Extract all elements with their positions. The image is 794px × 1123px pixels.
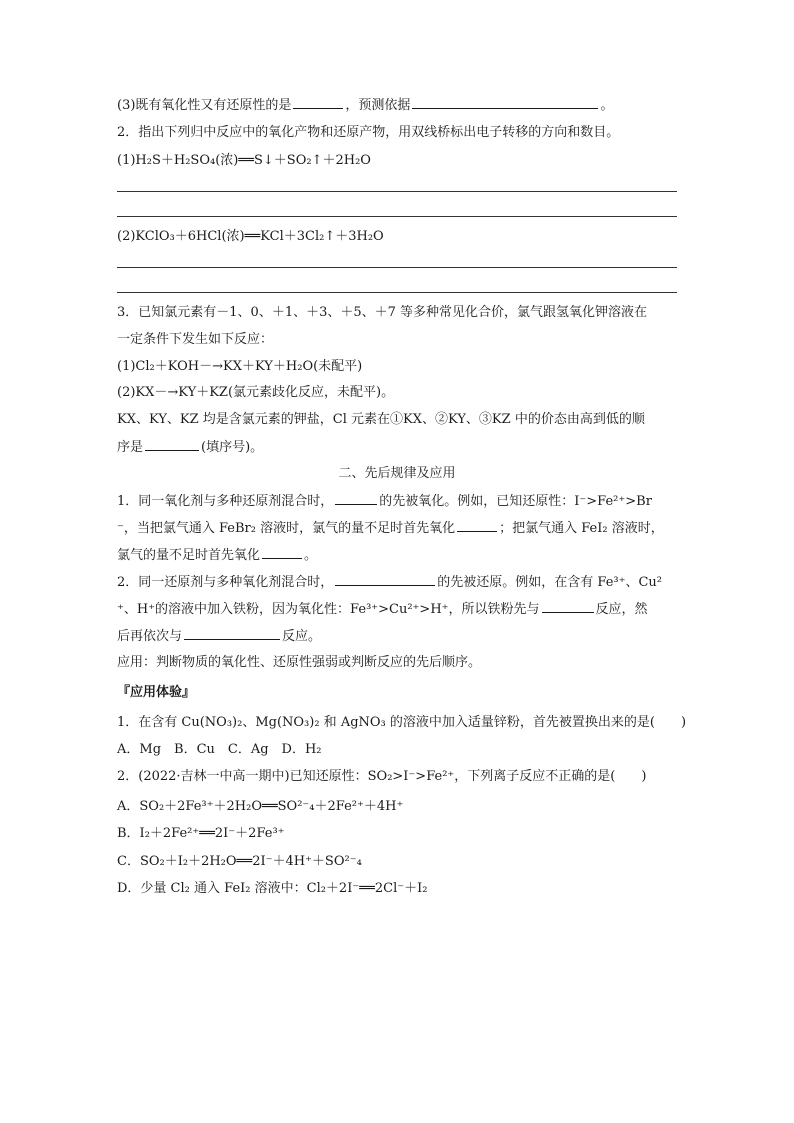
q3-part3-text-c: 。 <box>600 98 614 113</box>
rule2-line-2 <box>117 600 648 619</box>
rule1-line-2 <box>117 519 664 538</box>
answer-blank[interactable] <box>457 519 497 532</box>
answer-blank[interactable] <box>184 627 280 640</box>
rule1-text-e: 氯气的量不足时首先氧化 <box>117 548 261 563</box>
exercise-2-stem: 2．(2022·吉林一中高一期中)已知还原性：SO₂>I⁻>Fe²⁺，下列离子反应不正确的是( ) <box>117 769 647 784</box>
q2-equation-2: (2)KClO₃＋6HCl(浓)══KCl＋3Cl₂↑＋3H₂O <box>117 229 384 244</box>
answer-line[interactable] <box>117 216 677 217</box>
answer-blank[interactable] <box>335 492 377 505</box>
rule1-line-3 <box>117 546 317 565</box>
q3-part3-text-b: ，预测依据 <box>345 98 411 113</box>
rule1-text-d: ；把氯气通入 FeI₂ 溶液时， <box>499 521 664 536</box>
q3-reaction-1: (1)Cl₂＋KOH－→KX＋KY＋H₂O(未配平) <box>117 359 363 374</box>
exercise-1-stem: 1．在含有 Cu(NO₃)₂、Mg(NO₃)₂ 和 AgNO₃ 的溶液中加入适量锌粉，首先被置换出来的是( ) <box>117 715 687 730</box>
q3-reaction-2: (2)KX－→KY＋KZ(氯元素歧化反应，未配平)。 <box>117 385 395 400</box>
q3-stem-line-2: 一定条件下发生如下反应： <box>117 332 274 347</box>
rule2-text-a: 2．同一还原剂与多种氧化剂混合时， <box>117 575 334 590</box>
answer-line[interactable] <box>117 267 677 268</box>
answer-line[interactable] <box>117 292 677 293</box>
rule1-text-b: 的先被氧化。例如，已知还原性：I⁻>Fe²⁺>Br <box>379 494 652 509</box>
rule2-text-e: 后再依次与 <box>117 629 183 644</box>
answer-line[interactable] <box>117 191 677 192</box>
experience-title: 『应用体验』 <box>117 685 196 700</box>
rule2-line-1 <box>117 573 662 592</box>
rule1-text-a: 1．同一氧化剂与多种还原剂混合时， <box>117 494 334 509</box>
q3-part3-line <box>117 96 613 115</box>
exercise-2-option-a: A．SO₂＋2Fe³⁺＋2H₂O══SO²⁻₄＋2Fe²⁺＋4H⁺ <box>117 799 404 814</box>
rule1-text-f: 。 <box>304 548 318 563</box>
q2-stem: 2．指出下列归中反应中的氧化产物和还原产物，用双线桥标出电子转移的方向和数目。 <box>117 125 620 140</box>
exercise-1-options: A．Mg B．Cu C．Ag D．H₂ <box>117 742 322 757</box>
q3-part3-text-a: (3)既有氧化性又有还原性的是 <box>117 98 292 113</box>
rule2-text-c: ⁺、H⁺的溶液中加入铁粉，因为氧化性：Fe³⁺>Cu²⁺>H⁺，所以铁粉先与 <box>117 602 540 617</box>
q3-ask-line-1: KX、KY、KZ 均是含氯元素的钾盐，Cl 元素在①KX、②KY、③KZ 中的价态由高到低的顺 <box>117 412 645 427</box>
answer-blank[interactable] <box>542 600 594 613</box>
q3-ask-line-2 <box>117 438 263 457</box>
answer-blank[interactable] <box>293 96 343 109</box>
q3-ask-text-a: 序是 <box>117 440 144 455</box>
answer-blank[interactable] <box>335 573 435 586</box>
rule2-text-d: 反应，然 <box>595 602 648 617</box>
rule1-text-c: ⁻，当把氯气通入 FeBr₂ 溶液时，氯气的量不足时首先氧化 <box>117 521 456 536</box>
answer-blank[interactable] <box>262 546 302 559</box>
q3-ask-text-b: (填序号)。 <box>201 440 264 455</box>
application-note: 应用：判断物质的氧化性、还原性强弱或判断反应的先后顺序。 <box>117 655 482 670</box>
exercise-2-option-c: C．SO₂＋I₂＋2H₂O══2I⁻＋4H⁺＋SO²⁻₄ <box>117 854 362 869</box>
rule2-text-b: 的先被还原。例如，在含有 Fe³⁺、Cu² <box>437 575 663 590</box>
exercise-2-option-d: D．少量 Cl₂ 通入 FeI₂ 溶液中：Cl₂＋2I⁻══2Cl⁻＋I₂ <box>117 881 428 896</box>
q3-stem-line-1: 3．已知氯元素有－1、0、＋1、＋3、＋5、＋7 等多种常见化合价，氯气跟氢氧化钾溶液在 <box>117 305 648 320</box>
rule2-text-f: 反应。 <box>282 629 322 644</box>
rule1-line-1 <box>117 492 652 511</box>
section-heading: 二、先后规律及应用 <box>338 466 456 481</box>
rule2-line-3 <box>117 627 321 646</box>
exercise-2-option-b: B．I₂＋2Fe²⁺══2I⁻＋2Fe³⁺ <box>117 826 285 841</box>
q2-equation-1: (1)H₂S＋H₂SO₄(浓)══S↓＋SO₂↑＋2H₂O <box>117 153 371 168</box>
answer-blank[interactable] <box>412 96 598 109</box>
answer-blank[interactable] <box>145 438 199 451</box>
